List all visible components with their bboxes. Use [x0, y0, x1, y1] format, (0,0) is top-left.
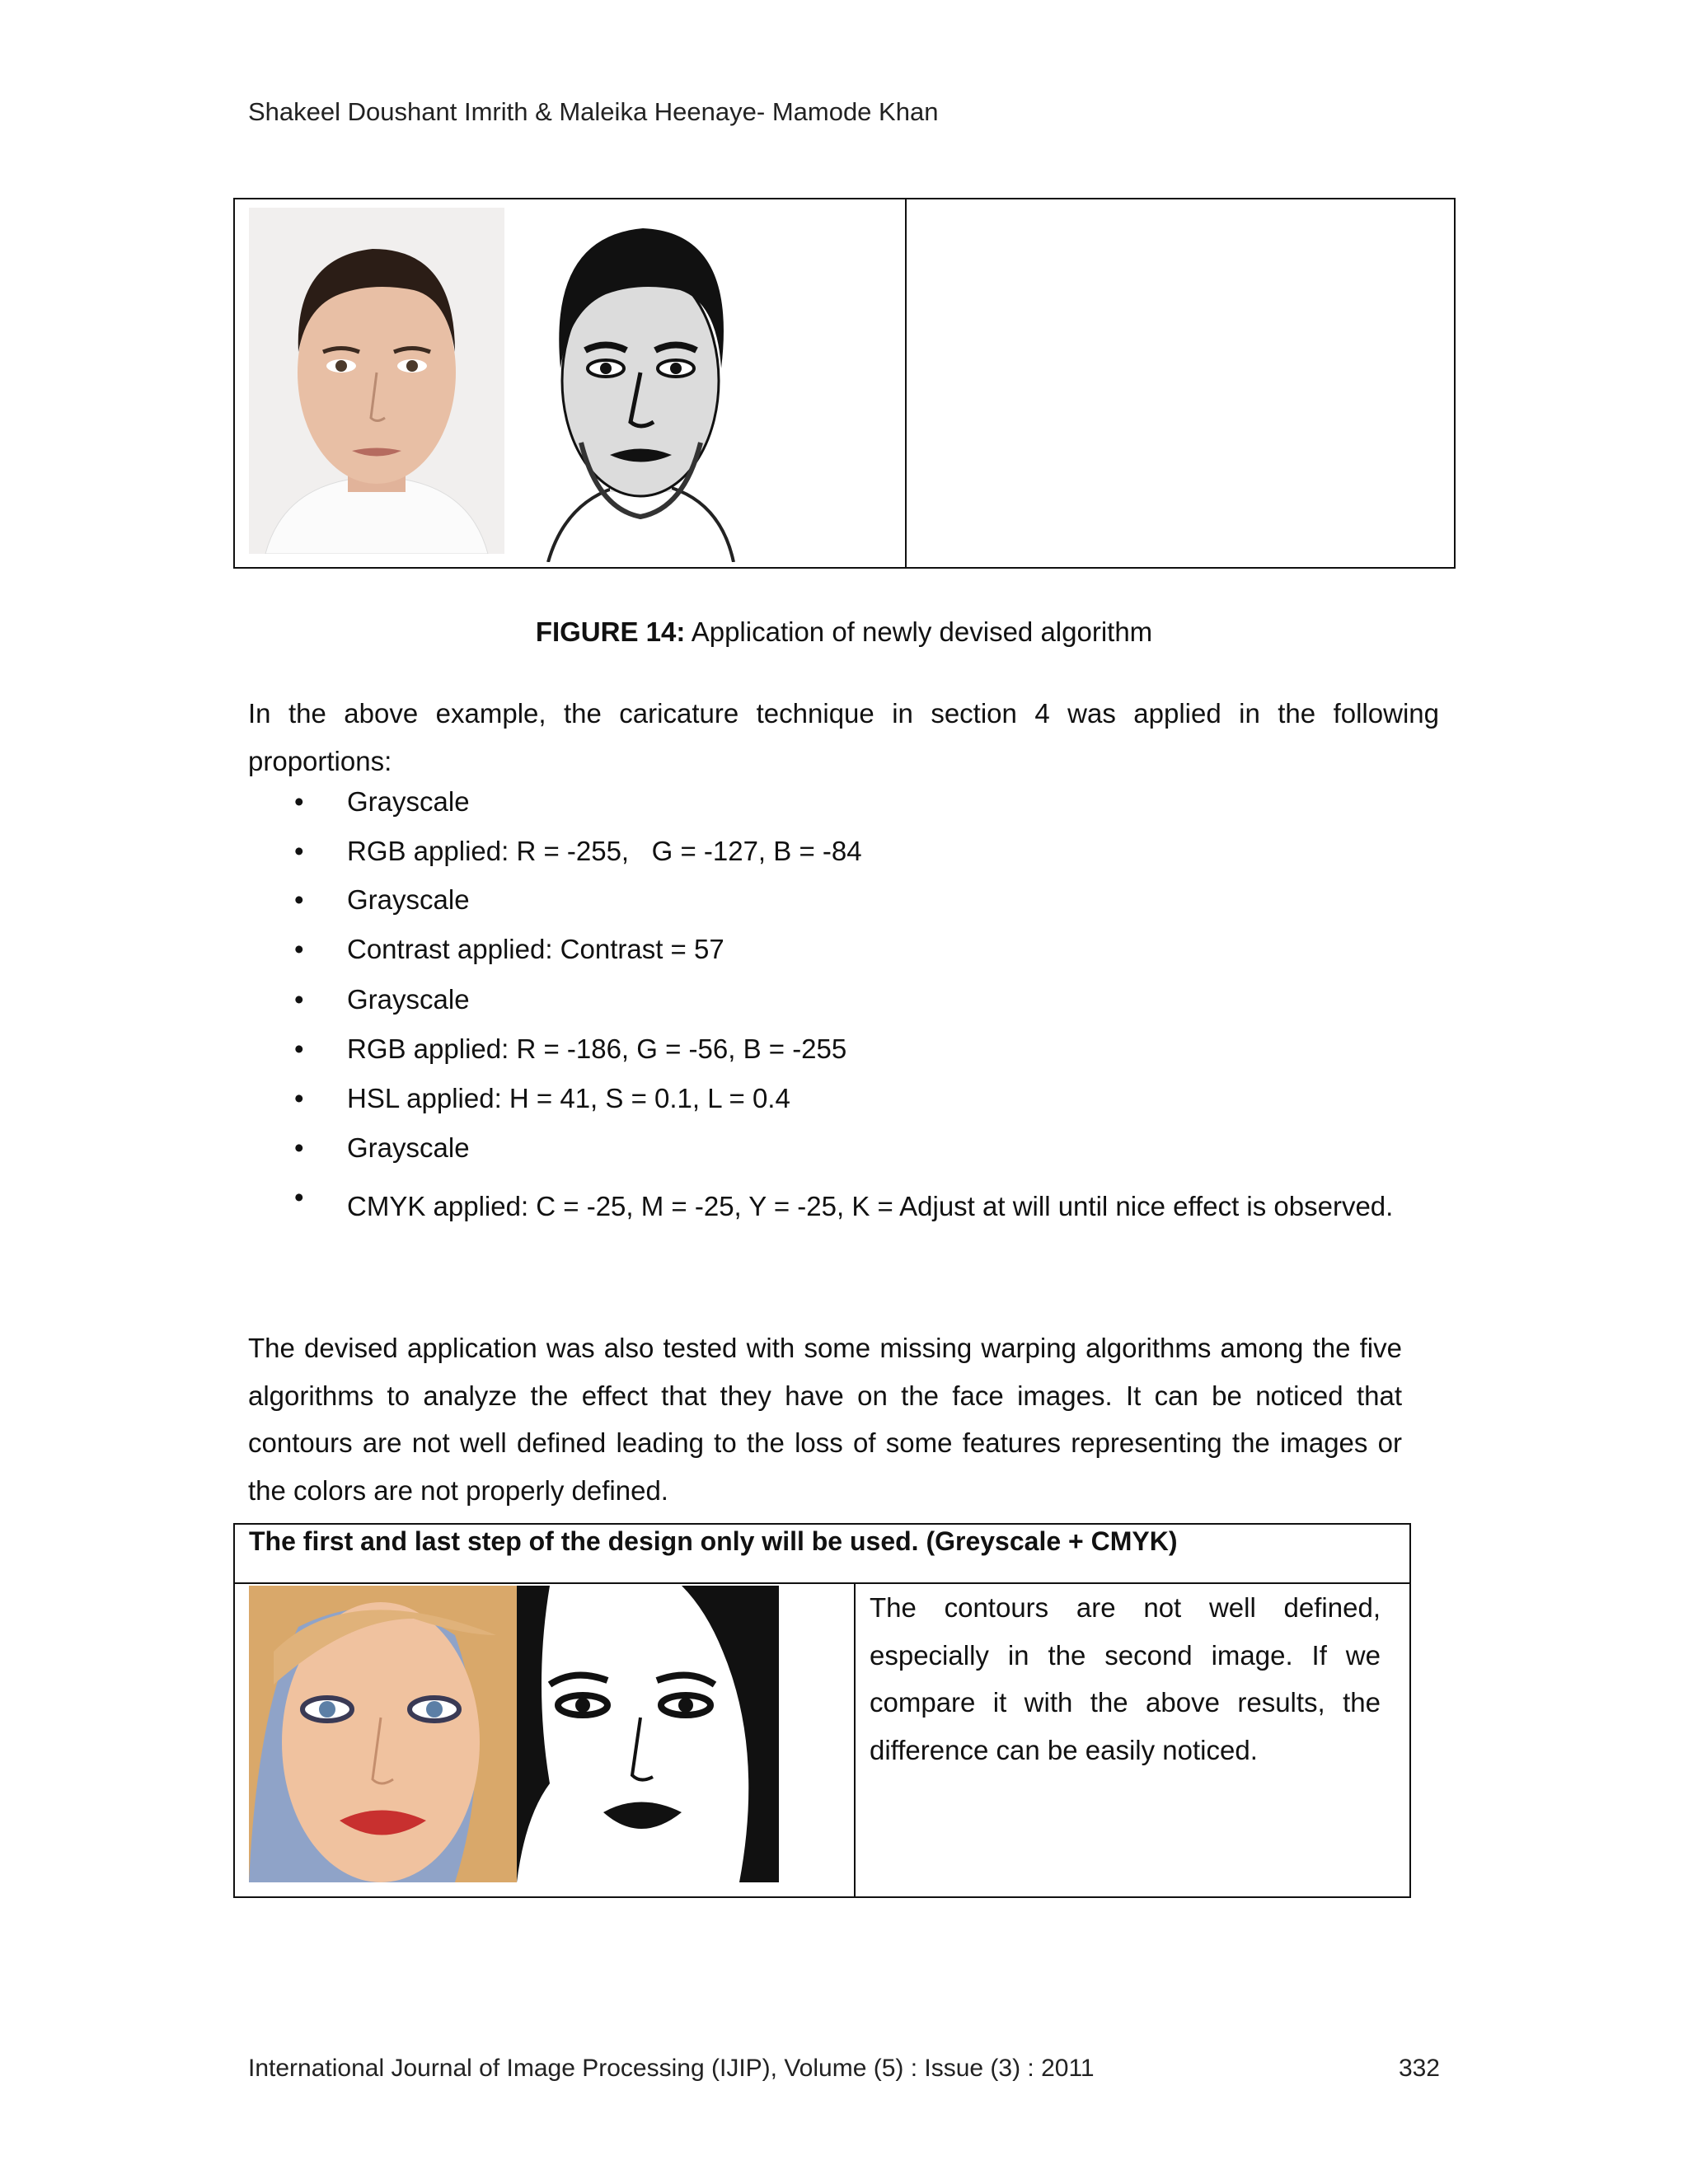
list-item: [0, 884, 1688, 934]
bullet-icon: •: [294, 984, 304, 1015]
list-item: [0, 786, 1688, 836]
table-note: The contours are not well defined, especially in the second image. If we compare it with the above results, the difference can be easily noticed.: [870, 1592, 1381, 1765]
figure-14-table: [233, 198, 1456, 569]
bullet-icon: •: [294, 884, 304, 915]
test-paragraph: The devised application was also tested with some missing warping algorithms among the five algorithms to analyze the effect that they have on the face images. It can be noticed that contours are not well defined leading to the loss of some features representing the images or the colors are not properly defined.: [248, 1333, 1402, 1506]
bullet-icon: •: [294, 786, 304, 817]
list-item: [0, 1083, 1688, 1132]
list-item-text: Contrast applied: Contrast = 57: [347, 934, 724, 964]
list-item: [0, 1182, 1688, 1231]
table-heading: The first and last step of the design only will be used. (Greyscale + CMYK): [249, 1526, 1178, 1556]
bullet-icon: •: [294, 1182, 304, 1212]
list-item: [0, 1132, 1688, 1182]
woman-face-photo: [249, 1586, 517, 1882]
table-column-divider: [854, 1582, 856, 1898]
table-divider: [905, 199, 907, 567]
figure-caption-text: Application of newly devised algorithm: [685, 616, 1153, 647]
intro-paragraph: In the above example, the caricature technique in section 4 was applied in the following proportions:: [248, 698, 1439, 776]
list-item-text: HSL applied: H = 41, S = 0.1, L = 0.4: [347, 1083, 790, 1113]
list-item-text: CMYK applied: C = -25, M = -25, Y = -25, K = Adjust at will until nice effect is observed.: [347, 1191, 1394, 1221]
original-face-photo: [249, 208, 504, 554]
list-item: [0, 984, 1688, 1033]
list-item-text: RGB applied: R = -186, G = -56, B = -255: [347, 1033, 847, 1064]
figure-label: FIGURE 14:: [535, 616, 686, 647]
caricature-sketch: [523, 204, 754, 562]
bullet-icon: •: [294, 934, 304, 964]
list-item-text: Grayscale: [347, 884, 470, 915]
list-item: [0, 934, 1688, 983]
list-item-text: Grayscale: [347, 1132, 470, 1163]
list-item: [0, 836, 1688, 885]
bullet-icon: •: [294, 1132, 304, 1163]
journal-info: International Journal of Image Processing (IJIP), Volume (5) : Issue (3) : 2011: [248, 2055, 1095, 2082]
list-item: [0, 1033, 1688, 1083]
bullet-icon: •: [294, 836, 304, 866]
bullet-icon: •: [294, 1083, 304, 1113]
comparison-table: [233, 1523, 1411, 1898]
page-footer: [248, 2055, 1440, 2083]
woman-caricature-sketch: [517, 1586, 779, 1882]
list-item-text: Grayscale: [347, 984, 470, 1015]
running-header: Shakeel Doushant Imrith & Maleika Heenaye- Mamode Khan: [248, 97, 939, 126]
list-item-text: RGB applied: R = -255, G = -127, B = -84: [347, 836, 862, 866]
bullet-icon: •: [294, 1033, 304, 1064]
page-number: 332: [1398, 2055, 1440, 2082]
figure-caption: [0, 616, 1688, 648]
list-item-text: Grayscale: [347, 786, 470, 817]
